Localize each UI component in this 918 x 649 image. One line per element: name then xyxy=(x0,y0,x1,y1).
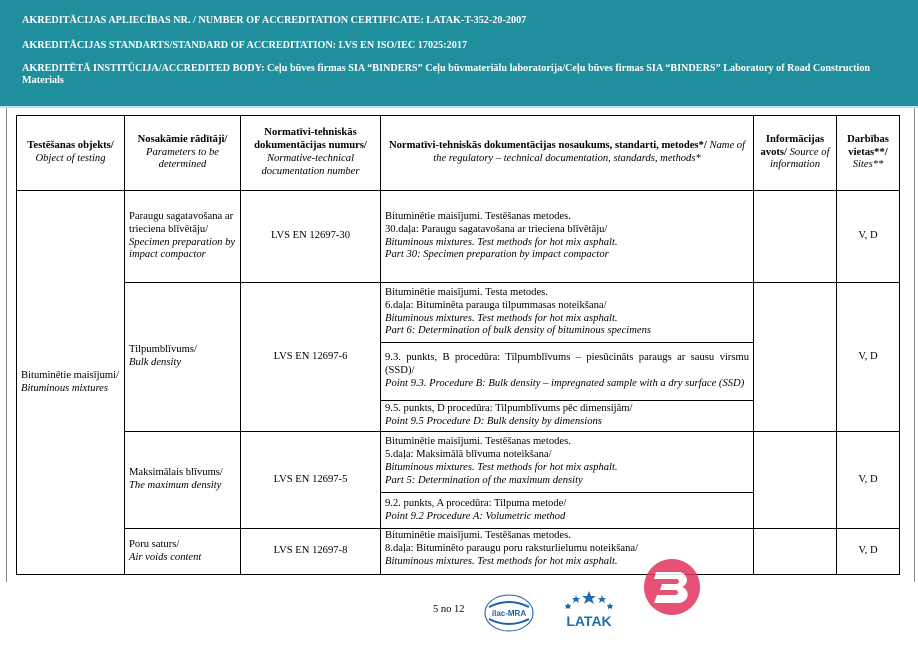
ilac-mra-logo-icon xyxy=(483,593,535,633)
latak-logo-text: LATAK xyxy=(566,613,612,629)
page-frame-right xyxy=(914,108,915,582)
source-cell xyxy=(754,283,837,432)
parameter-cell: Maksimālais blīvums/ The maximum density xyxy=(125,432,241,529)
watermark-logo-icon xyxy=(638,556,708,618)
table-row xyxy=(17,191,900,283)
page-frame-left xyxy=(6,108,7,582)
col-header-doc-number: Normatīvi-tehniskās dokumentācijas numurs/ Normative-technical documentation number xyxy=(241,116,381,191)
col-header-object: Testēšanas objekts/ Object of testing xyxy=(17,116,125,191)
col-header-sites: Darbības vietas**/ Sites** xyxy=(837,116,900,191)
sites-cell: V, D xyxy=(837,529,900,575)
document-header xyxy=(0,0,918,106)
table-row xyxy=(17,283,900,343)
doc-name-cell: Bituminētie maisījumi. Testēšanas metodes. 5.daļa: Maksimālā blīvuma noteikšana/ Bituminous mixtures. Test methods for hot mix asphalt. Part 5: Determination of the maximum density xyxy=(381,432,754,493)
certificate-number: AKREDITĀCIJAS APLIECĪBAS NR. / NUMBER OF ACCREDITATION CERTIFICATE: LATAK-T-352-20-2007 xyxy=(22,15,527,26)
header-divider xyxy=(0,106,918,108)
doc-number-cell: LVS EN 12697-5 xyxy=(241,432,381,529)
table-row xyxy=(17,432,900,493)
latak-logo-icon xyxy=(554,589,624,631)
accredited-body: AKREDITĒTĀ INSTITŪCIJA/ACCREDITED BODY: Ceļu būves firmas SIA “BINDERS” Ceļu būvmateriālu laboratorija/Ceļu būves firmas SIA “BINDERS” Laboratory of Road Construction Materials xyxy=(22,63,871,86)
parameter-cell: Poru saturs/ Air voids content xyxy=(125,529,241,575)
doc-name-cell: Bituminētie maisījumi. Testēšanas metodes. 30.daļa: Paraugu sagatavošana ar trieciena blīvētāju/ Bituminous mixtures. Test methods for hot mix asphalt. Part 30: Specimen preparation by impact compactor xyxy=(381,191,754,283)
sites-cell: V, D xyxy=(837,283,900,432)
doc-name-cell: Bituminētie maisījumi. Testa metodes. 6.daļa: Bituminēta parauga tilpummasas noteikšana/ Bituminous mixtures. Test methods for hot mix asphalt. Part 6: Determination of bulk density of bituminous specimens xyxy=(381,283,754,343)
doc-number-cell: LVS EN 12697-30 xyxy=(241,191,381,283)
source-cell xyxy=(754,432,837,529)
table-header-row xyxy=(17,116,900,191)
col-header-doc-name: Normatīvi-tehniskās dokumentācijas nosaukums, standarti, metodes*/ Name of the regulatory – technical documentation, standards, methods* xyxy=(381,116,754,191)
page-number: 5 no 12 xyxy=(433,604,465,615)
source-cell xyxy=(754,529,837,575)
doc-name-cell: 9.5. punkts, D procedūra: Tilpumblīvums pēc dimensijām/ Point 9.5 Procedure D: Bulk density by dimensions xyxy=(381,401,754,432)
parameter-cell: Paraugu sagatavošana ar trieciena blīvētāju/ Specimen preparation by impact compactor xyxy=(125,191,241,283)
accreditation-standard: AKREDITĀCIJAS STANDARTS/STANDARD OF ACCREDITATION: LVS EN ISO/IEC 17025:2017 xyxy=(22,40,468,51)
doc-name-cell: Bituminētie maisījumi. Testēšanas metodes. 8.daļa: Bituminēto paraugu poru raksturlielumu noteikšana/ Bituminous mixtures. Test methods for hot mix asphalt. xyxy=(381,529,754,575)
doc-number-cell: LVS EN 12697-8 xyxy=(241,529,381,575)
accreditation-scope-table xyxy=(16,115,900,575)
source-cell xyxy=(754,191,837,283)
doc-name-cell: 9.3. punkts, B procedūra: Tilpumblīvums – piesūcināts paraugs ar sausu virsmu (SSD)/ Point 9.3. Procedure B: Bulk density – impregnated sample with a dry surface (SSD) xyxy=(381,343,754,401)
sites-cell: V, D xyxy=(837,191,900,283)
col-header-parameters: Nosakāmie rādītāji/ Parameters to be determined xyxy=(125,116,241,191)
table-row xyxy=(17,529,900,575)
doc-number-cell: LVS EN 12697-6 xyxy=(241,283,381,432)
object-cell: Bituminētie maisījumi/ Bituminous mixtures xyxy=(17,191,125,575)
doc-name-cell: 9.2. punkts, A procedūra: Tilpuma metode/ Point 9.2 Procedure A: Volumetric method xyxy=(381,493,754,529)
parameter-cell: Tilpumblīvums/ Bulk density xyxy=(125,283,241,432)
col-header-source: Informācijas avots/ Source of information xyxy=(754,116,837,191)
sites-cell: V, D xyxy=(837,432,900,529)
ilac-logo-text: ilac-MRA xyxy=(491,609,527,618)
